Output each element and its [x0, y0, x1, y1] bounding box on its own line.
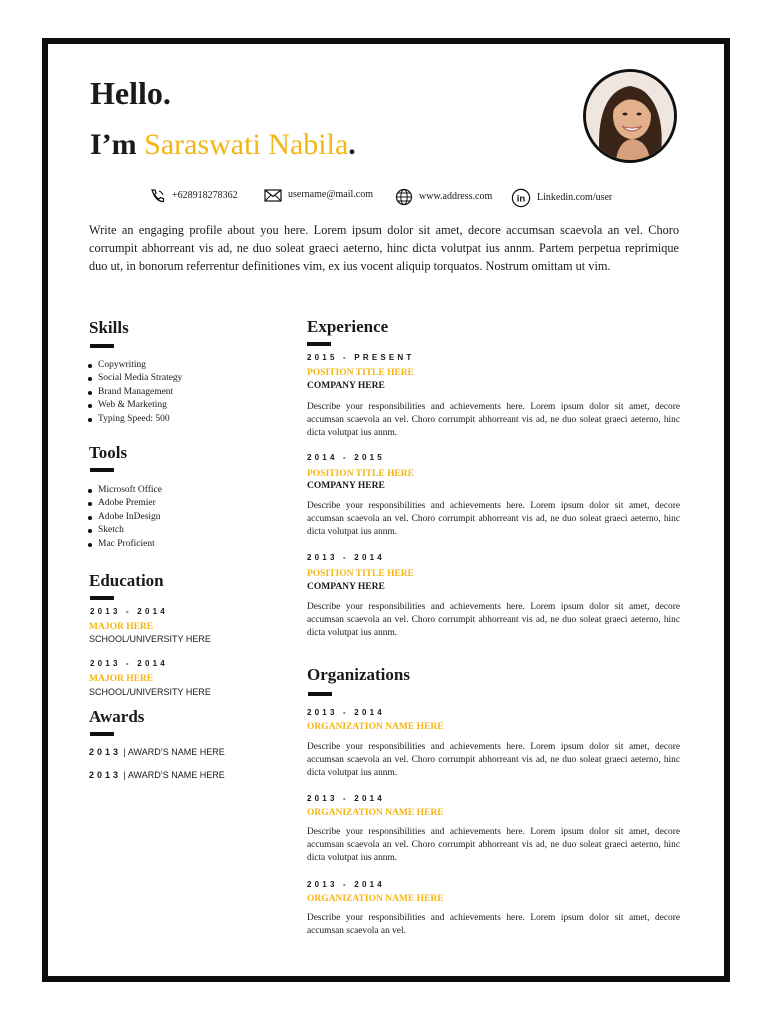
name-prefix: I’m	[90, 128, 145, 161]
organization-description: Describe your responsibilities and achievements here. Lorem ipsum dolor sit amet, decore accumsan scaevola an vel. Choro corrumpit abhorreant vis ad, ne duo soleat graeci aeterno, hinc dicta volutpat ius annm.	[307, 827, 680, 863]
organizations-heading: Organizations	[307, 665, 410, 684]
person-name: Saraswati Nabila	[144, 128, 349, 161]
skills-divider	[90, 344, 114, 348]
award-item	[89, 769, 225, 781]
organization-description: Describe your responsibilities and achievements here. Lorem ipsum dolor sit amet, decore accumsan scaevola an vel.	[307, 913, 680, 936]
skills-heading: Skills	[89, 318, 129, 337]
experience-company: COMPANY HERE	[307, 582, 385, 592]
list-item: Microsoft Office	[90, 484, 162, 497]
list-item: Adobe InDesign	[90, 511, 162, 524]
awards-divider	[90, 732, 114, 736]
experience-position: POSITION TITLE HERE	[307, 569, 415, 579]
phone-text: +628918278362	[172, 190, 238, 201]
experience-description: Describe your responsibilities and achievements here. Lorem ipsum dolor sit amet, decore accumsan scaevola an vel. Choro corrumpit abhorreant vis ad, ne duo soleat graeci aeterno, hinc dicta volutpat ius annm.	[307, 501, 680, 537]
education-date: 2013 - 2014	[90, 659, 168, 668]
experience-company: COMPANY HERE	[307, 481, 385, 491]
skills-list	[80, 359, 182, 426]
contact-phone[interactable]	[148, 188, 238, 204]
experience-position: POSITION TITLE HERE	[307, 368, 415, 378]
list-item: Sketch	[90, 524, 162, 537]
organization-description: Describe your responsibilities and achievements here. Lorem ipsum dolor sit amet, decore accumsan scaevola an vel. Choro corrumpit abhorreant vis ad, ne duo soleat graeci aeterno, hinc dicta volutpat ius annm.	[307, 742, 680, 778]
globe-icon	[395, 188, 413, 206]
tools-divider	[90, 468, 114, 472]
organization-name: ORGANIZATION NAME HERE	[307, 894, 444, 904]
phone-icon	[148, 188, 166, 204]
experience-description: Describe your responsibilities and achievements here. Lorem ipsum dolor sit amet, decore accumsan scaevola an vel. Choro corrumpit abhorreant vis ad, ne duo soleat graeci aeterno, hinc dicta volutpat ius annm.	[307, 402, 680, 438]
list-item: Copywriting	[90, 359, 182, 372]
awards-heading: Awards	[89, 707, 145, 726]
website-text: www.address.com	[419, 191, 493, 202]
experience-date: 2013 - 2014	[307, 553, 385, 562]
experience-company: COMPANY HERE	[307, 381, 385, 391]
experience-date: 2015 - PRESENT	[307, 353, 415, 362]
education-date: 2013 - 2014	[90, 607, 168, 616]
contact-website[interactable]	[395, 188, 492, 206]
linkedin-text: Linkedin.com/user	[537, 192, 613, 203]
list-item: Adobe Premier	[90, 497, 162, 510]
award-year: 2013	[89, 770, 122, 780]
award-name: | AWARD’S NAME HERE	[121, 747, 225, 757]
list-item: Web & Marketing	[90, 399, 182, 412]
organization-name: ORGANIZATION NAME HERE	[307, 722, 444, 732]
linkedin-icon	[511, 188, 531, 208]
list-item: Typing Speed: 500	[90, 413, 182, 426]
award-item	[89, 746, 225, 758]
organization-date: 2013 - 2014	[307, 794, 385, 803]
education-school: SCHOOL/UNIVERSITY HERE	[89, 634, 211, 644]
award-name: | AWARD’S NAME HERE	[121, 770, 225, 780]
email-text: username@mail.com	[288, 189, 374, 200]
organization-name: ORGANIZATION NAME HERE	[307, 808, 444, 818]
experience-position: POSITION TITLE HERE	[307, 469, 415, 479]
education-divider	[90, 596, 114, 600]
list-item: Social Media Strategy	[90, 372, 182, 385]
tools-list	[80, 484, 162, 551]
avatar-portrait-icon	[586, 72, 674, 160]
list-item: Mac Proficient	[90, 538, 162, 551]
organization-date: 2013 - 2014	[307, 880, 385, 889]
organizations-divider	[308, 692, 332, 696]
list-item: Brand Management	[90, 386, 182, 399]
education-major: MAJOR HERE	[89, 674, 154, 684]
experience-divider	[307, 342, 331, 346]
profile-summary: Write an engaging profile about you here. Lorem ipsum dolor sit amet, decore accumsan scaevola an vel. Choro corrumpit abhorreant vis ad, ne duo soleat graeci aeterno, hinc dicta volutpat ius annm. Partem perpetua reprimique duo ut, in bonorum referrentur definitiones vim, ex ius vocent aliquip torquatos. Nostrum omittam ut vim.	[89, 223, 679, 273]
greeting-heading: Hello.	[90, 75, 171, 111]
experience-description: Describe your responsibilities and achievements here. Lorem ipsum dolor sit amet, decore accumsan scaevola an vel. Choro corrumpit abhorreant vis ad, ne duo soleat graeci aeterno, hinc dicta volutpat ius annm.	[307, 602, 680, 638]
education-school: SCHOOL/UNIVERSITY HERE	[89, 687, 211, 697]
award-year: 2013	[89, 747, 122, 757]
experience-date: 2014 - 2015	[307, 453, 385, 462]
contact-linkedin[interactable]	[511, 188, 612, 208]
envelope-icon	[264, 188, 282, 202]
tools-heading: Tools	[89, 443, 128, 462]
education-heading: Education	[89, 571, 164, 590]
svg-text:in: in	[516, 193, 526, 205]
organization-date: 2013 - 2014	[307, 708, 385, 717]
name-heading	[90, 126, 356, 164]
name-period: .	[348, 128, 356, 161]
experience-heading: Experience	[307, 317, 389, 336]
contact-email[interactable]	[264, 188, 373, 202]
avatar	[583, 69, 677, 163]
education-major: MAJOR HERE	[89, 622, 154, 632]
